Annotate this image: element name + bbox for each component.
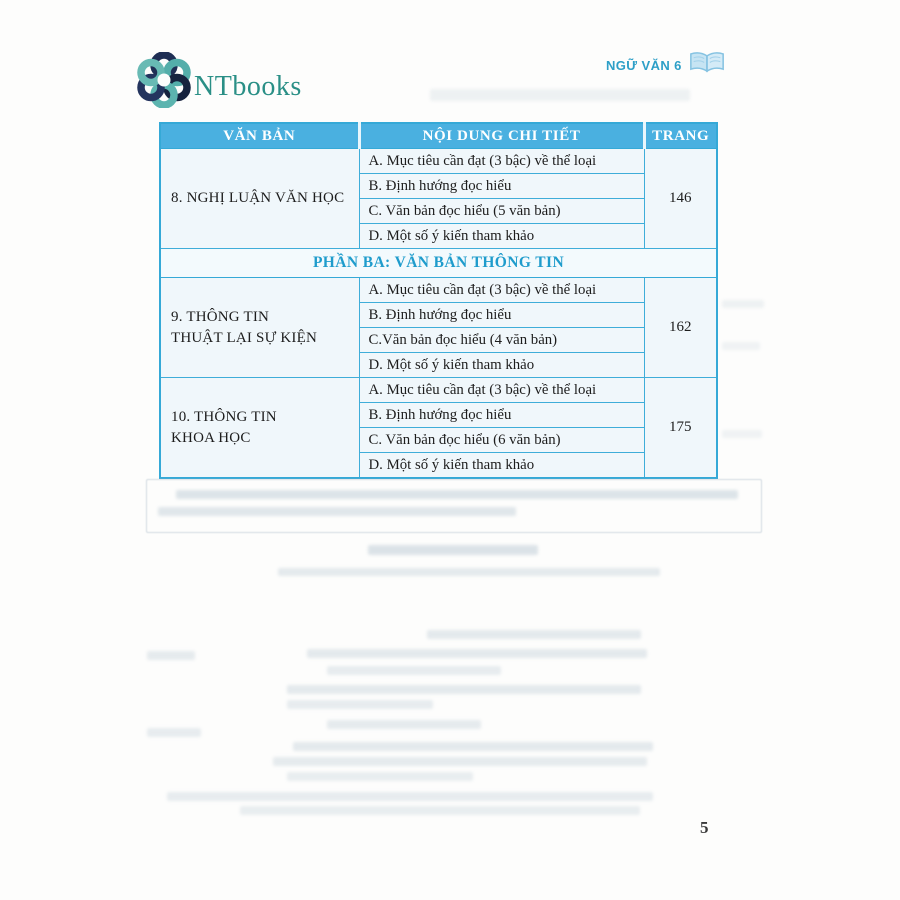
content-item-cell: B. Định hướng đọc hiểu: [359, 403, 644, 428]
bleed-through-heading: [368, 545, 538, 555]
bleed-through-line: [273, 757, 647, 766]
column-header: NỘI DUNG CHI TIẾT: [359, 123, 644, 149]
content-item-cell: A. Mục tiêu cần đạt (3 bậc) về thể loại: [359, 149, 644, 174]
column-header: TRANG: [644, 123, 717, 149]
section-title-cell: 10. THÔNG TIN KHOA HỌC: [160, 378, 359, 479]
bleed-through-line: [147, 651, 195, 660]
contents-table-body: [160, 149, 717, 479]
bleed-through-line: [327, 666, 501, 675]
bleed-through-line: [430, 89, 690, 101]
bleed-through-line: [722, 300, 764, 308]
section-title-cell: 9. THÔNG TIN THUẬT LẠI SỰ KIỆN: [160, 278, 359, 378]
content-item-cell: D. Một số ý kiến tham khảo: [359, 224, 644, 249]
open-book-icon: [688, 50, 726, 80]
page-number-cell: 175: [644, 378, 717, 479]
contents-table-head: [160, 123, 717, 149]
page-number: 5: [700, 818, 709, 837]
page-number-cell: 146: [644, 149, 717, 249]
content-item-cell: A. Mục tiêu cần đạt (3 bậc) về thể loại: [359, 378, 644, 403]
brand-name: NTbooks: [194, 70, 302, 102]
bleed-through-line: [293, 742, 653, 751]
bleed-through-line: [147, 728, 201, 737]
brand-logo: [136, 52, 302, 113]
part-divider: PHẦN BA: VĂN BẢN THÔNG TIN: [160, 249, 717, 278]
bleed-through-box: [146, 479, 762, 533]
bleed-through-line: [287, 772, 473, 781]
bleed-through-line: [327, 720, 481, 729]
content-item-cell: D. Một số ý kiến tham khảo: [359, 353, 644, 378]
content-item-cell: B. Định hướng đọc hiểu: [359, 174, 644, 199]
page-number-cell: 162: [644, 278, 717, 378]
bleed-through-line: [307, 649, 647, 658]
bleed-through-line: [722, 430, 762, 438]
contents-table: [159, 122, 718, 479]
subject-label: NGỮ VĂN 6: [606, 57, 682, 73]
bleed-through-line: [427, 630, 641, 639]
content-item-cell: C. Văn bản đọc hiểu (5 văn bản): [359, 199, 644, 224]
bleed-through-line: [176, 490, 738, 499]
column-header: VĂN BẢN: [160, 123, 359, 149]
bleed-through-line: [167, 792, 653, 801]
content-item-cell: C. Văn bản đọc hiểu (6 văn bản): [359, 428, 644, 453]
subject-header: [606, 50, 746, 80]
bleed-through-line: [287, 685, 641, 694]
content-item-cell: B. Định hướng đọc hiểu: [359, 303, 644, 328]
bleed-through-line: [240, 806, 640, 815]
bleed-through-line: [722, 342, 760, 350]
bleed-through-line: [287, 700, 433, 709]
content-item-cell: C.Văn bản đọc hiểu (4 văn bản): [359, 328, 644, 353]
section-title-cell: 8. NGHỊ LUẬN VĂN HỌC: [160, 149, 359, 249]
bleed-through-line: [278, 568, 660, 576]
content-item-cell: A. Mục tiêu cần đạt (3 bậc) về thể loại: [359, 278, 644, 303]
bleed-through-line: [158, 507, 516, 516]
logo-flower-icon: [136, 52, 192, 113]
content-item-cell: D. Một số ý kiến tham khảo: [359, 453, 644, 479]
